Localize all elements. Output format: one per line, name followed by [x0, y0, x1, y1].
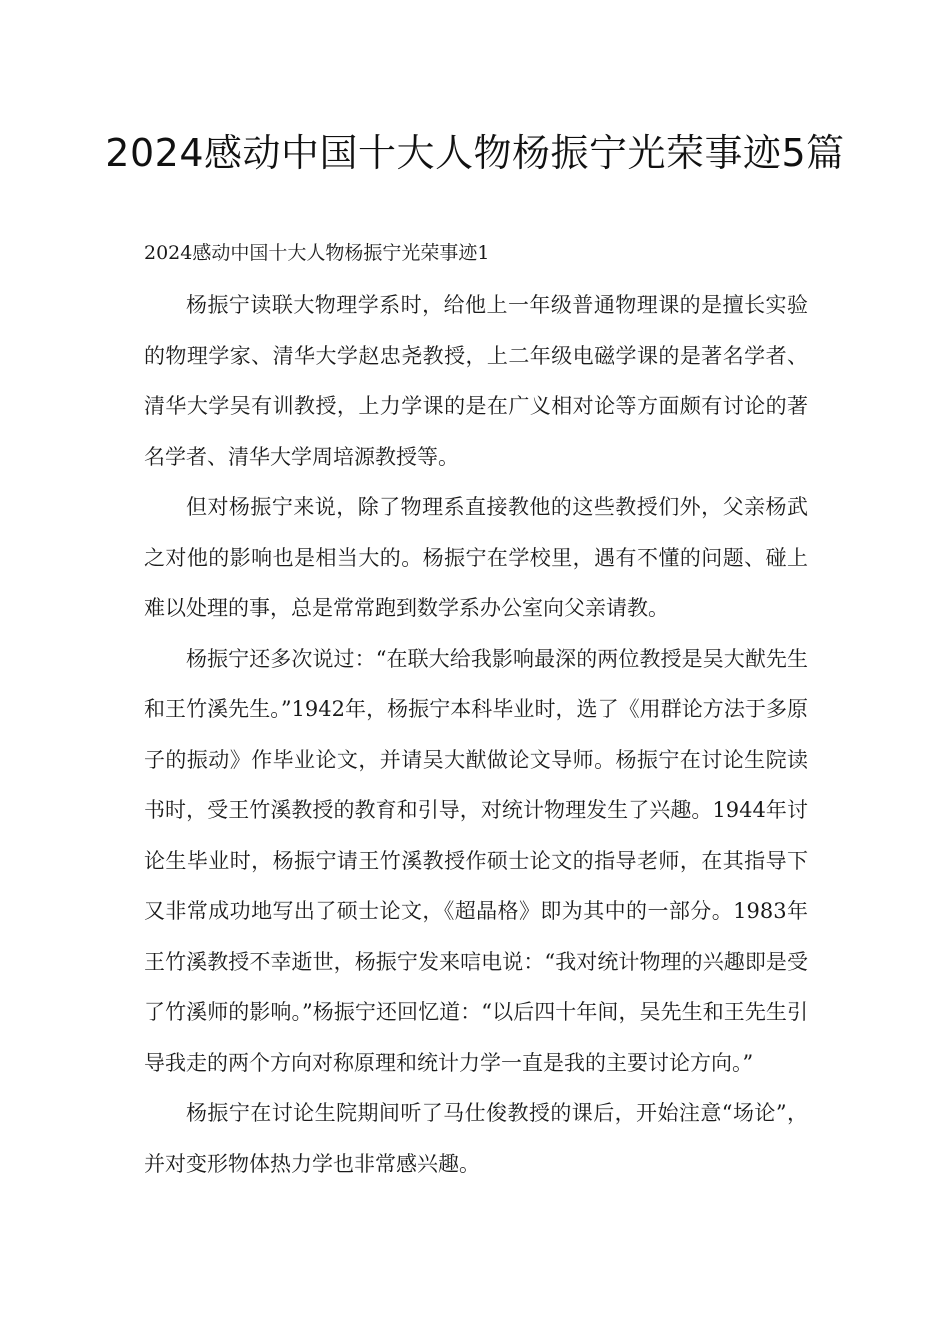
paragraph-2: 但对杨振宁来说，除了物理系直接教他的这些教授们外，父亲杨武之对他的影响也是相当大的。杨振宁在学校里，遇有不懂的问题、碰上难以处理的事，总是常常跑到数学系办公室向父亲请教。	[144, 495, 808, 620]
paragraph-1: 杨振宁读联大物理学系时，给他上一年级普通物理课的是擅长实验的物理学家、清华大学赵忠尧教授，上二年级电磁学课的是著名学者、清华大学吴有训教授，上力学课的是在广义相对论等方面颇有讨论的著名学者、清华大学周培源教授等。	[144, 293, 808, 469]
document-title: 2024感动中国十大人物杨振宁光荣事迹5篇	[105, 131, 845, 175]
paragraph-3: 杨振宁还多次说过：“在联大给我影响最深的两位教授是吴大猷先生和王竹溪先生。”1942年，杨振宁本科毕业时，选了《用群论方法于多原子的振动》作毕业论文，并请吴大猷做论文导师。杨振宁在讨论生院读书时，受王竹溪教授的教育和引导，对统计物理发生了兴趣。1944年讨论生毕业时，杨振宁请王竹溪教授作硕士论文的指导老师，在其指导下又非常成功地写出了硕士论文，《超晶格》即为其中的一部分。1983年王竹溪教授不幸逝世，杨振宁发来唁电说：“我对统计物理的兴趣即是受了竹溪师的影响。”杨振宁还回忆道：“以后四十年间，吴先生和王先生引导我走的两个方向对称原理和统计力学一直是我的主要讨论方向。”	[144, 646, 808, 1075]
document-body	[144, 280, 808, 1189]
section-heading: 2024感动中国十大人物杨振宁光荣事迹1	[144, 242, 490, 264]
paragraph-4: 杨振宁在讨论生院期间听了马仕俊教授的课后，开始注意“场论”，并对变形物体热力学也非常感兴趣。	[144, 1101, 808, 1176]
